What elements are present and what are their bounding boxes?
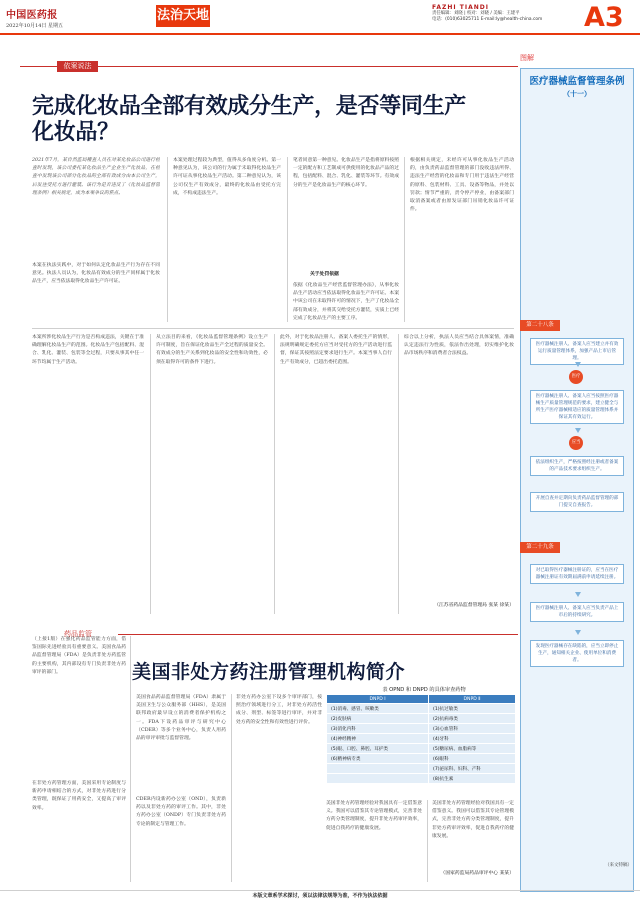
column-divider [398, 334, 399, 614]
infographic-title-text: 医疗器械监督管理条例 [529, 76, 625, 87]
table-cell: (1)抗过敏类 [429, 704, 516, 714]
table-cell [327, 764, 429, 774]
section-rule [32, 328, 514, 329]
table-header: DNPD Ⅰ [327, 695, 429, 704]
table-row [327, 734, 516, 744]
article1-paragraph: 笔者同意第一种意见。化妆品生产是指将原料按照一定的配方和工艺制成可供使用的化妆品产品的过程，包括配料、混合、乳化、灌装等环节。有效成分的生产是化妆品生产的核心环节。 [293, 158, 399, 188]
article1-lead: 2021年7月，某自然监局稽查人员在对某化妆品公司进行检查时发现，该公司委托某化妆品生产企业生产化妆品，在检查中发现该公司部分化妆品的全部有效成分由本公司生产，后发往受托方进行灌装。该行为是否违反了《化妆品监督管理条例》相关规定，成为本案争议的焦点。 [32, 158, 160, 196]
table-cell [327, 774, 429, 784]
column-tag: 药品监管 [64, 630, 92, 638]
header-meta [432, 5, 542, 23]
article1-paragraph: 此外，对于化妆品注册人、备案人委托生产的情形，法规明确规定委托方应当对受托方的生产活动进行监督，保证其按照法定要求进行生产。本案当事人自行生产有效成分，已超出委托范围。 [280, 335, 392, 365]
ribbon-rule [20, 66, 57, 67]
infographic-title [526, 76, 628, 112]
article2-paragraph: 美国食品药品监督管理局（FDA）隶属于美国卫生与公众服务部（HHS），是美国联邦政府最早设立的消费者保护机构之一。FDA下设药品审评与研究中心（CDER）等多个业务中心，负责人用药品的审评审批与监督管理。 [136, 695, 226, 742]
section-title: 法治天地 [156, 5, 210, 27]
column-divider [130, 636, 131, 882]
article1-author: （江苏省药品监督管理局 张某 徐某） [434, 603, 514, 608]
table-row [327, 714, 516, 724]
table-cell: (5)糖尿病、血脂病等 [429, 744, 516, 754]
issue-date: 2022年10月14日 星期五 [6, 23, 64, 29]
infographic-subtitle: （十一） [563, 90, 591, 98]
table-cell: (1)消毒、感冒、咳嗽类 [327, 704, 429, 714]
paper-logo: 中国医药报 [6, 10, 58, 21]
table-row [327, 754, 516, 764]
footer-rule [0, 890, 640, 891]
table-row [327, 764, 516, 774]
flow-bubble: 应当 [569, 436, 583, 450]
table-cell: (6)精神病专类 [327, 754, 429, 764]
column-divider [427, 800, 428, 882]
article2-paragraph: （上接1版）在强化药品监管能力方面，借鉴国际先进经验具有重要意义。美国食品药品监督管理局（FDA）是负责非处方药监管的主要机构，其内部设有专门负责非处方药审评的部门。 [32, 637, 126, 675]
column-divider [150, 334, 151, 614]
table-header-row [327, 695, 516, 704]
table-header: DNPD Ⅱ [429, 695, 516, 704]
table-caption: 表 OPND 和 DNPD 的具体审查药物 [382, 687, 466, 693]
arrow-down-icon [575, 630, 581, 635]
column-divider [167, 157, 168, 322]
infographic-panel [520, 68, 634, 892]
table-cell: (4)神经精神 [327, 734, 429, 744]
sidebar-tag: 图解 [520, 54, 534, 62]
step-label: 第二十八条 [520, 320, 560, 331]
tag-rule [118, 634, 518, 635]
step-label: 第二十九条 [520, 542, 560, 553]
arrow-down-icon [575, 362, 581, 367]
flow-card: 开展自查并定期向负责药品监督管理的部门提交自查报告。 [530, 492, 624, 512]
article1-paragraph: 综合以上分析，执法人员应当结合具体案情，准确认定违法行为性质，依法作出处理，切实维护化妆品市场秩序和消费者合法权益。 [404, 335, 514, 357]
table-cell: (6)眼科 [429, 754, 516, 764]
table-cell: (3)心血管科 [429, 724, 516, 734]
ribbon-rule [98, 66, 518, 67]
article1-subhead: 关于处罚依据 [310, 271, 339, 277]
flow-bubble: 医疗 [569, 370, 583, 384]
flow-card: 医疗器械注册人、备案人应当建立并有效运行质量管理体系，加强产品上市后管理。 [530, 338, 624, 365]
table-cell: (2)皮肤病 [327, 714, 429, 724]
masthead [0, 0, 640, 34]
column-divider [231, 694, 232, 882]
table-row [327, 724, 516, 734]
flow-card: 发现医疗器械存在缺陷的，应当立即停止生产，通知相关企业、使用单位和消费者。 [530, 640, 624, 667]
table-cell: (2)抗病毒类 [429, 714, 516, 724]
flow-card: 依法组织生产，严格按照经注册或者备案的产品技术要求组织生产。 [530, 456, 624, 476]
table-row [327, 744, 516, 754]
article2-paragraph: 非处方药办公室下设多个审评部门，按照治疗领域进行分工，对非处方药活性成分、剂型、标签等进行审评，并对非处方药的安全性和有效性进行评价。 [236, 695, 322, 725]
article2-paragraph: 美国非处方药管理经验对我国具有一定借鉴意义。我国可以借鉴其专论管理模式，完善非处方药分类管理制度，提升非处方药审评效率，促进自我药疗的健康发展。 [432, 801, 514, 839]
article2-paragraph: 在非处方药管理方面，美国采用专论制度与新药申请相结合的方式，对非处方药进行分类管理，既保证了用药安全，又提高了审评效率。 [32, 781, 126, 811]
flow-card: 对已取得医疗器械注册证的，应当在医疗器械注册证有效期届满前申请延续注册。 [530, 564, 624, 584]
flow-card: 医疗器械注册人、备案人应当负责产品上市后的持续研究。 [530, 602, 624, 622]
arrow-down-icon [575, 428, 581, 433]
contact-line: 电话：(010)63025711 E-mail:ly@health-china.com [432, 17, 543, 22]
table-cell: (7)泌尿科、妇科、产科 [429, 764, 516, 774]
sidebar-credit: （来文特稿） [605, 863, 632, 868]
article2-paragraph: CDER内设新药办公室（OND），负责新药以及非处方药的审评工作。其中，非处方药办公室（ONDP）专门负责非处方药专论的制定与管理工作。 [136, 797, 226, 827]
column-divider [287, 157, 288, 322]
article1-paragraph: 依据《化妆品生产经营监督管理办法》，从事化妆品生产活动应当依法取得化妆品生产许可证。本案中该公司在未取得许可的情况下，生产了化妆品全部有效成分，并将其交给受托方灌装，实质上已经完成了化妆品生产的主要工序。 [293, 283, 399, 321]
page-footer: 本版文章系学术探讨，须以法律法规等为准，不作为执法依据 [252, 893, 388, 899]
infographic-sidebar [520, 52, 634, 892]
opdp-table [326, 694, 516, 784]
table-cell: (8)抗生素 [429, 774, 516, 784]
table-cell: (3)消化内科 [327, 724, 429, 734]
editor-line: 责任编辑：刘晓 | 校对：刘晓 / 美编：王建平 [432, 11, 520, 16]
table-cell: (5)眼、口腔、鼻腔、耳护类 [327, 744, 429, 754]
article2-paragraph: 美国非处方药管理经验对我国具有一定借鉴意义。我国可以借鉴其专论管理模式，完善非处方药分类管理制度，提升非处方药审评效率，促进自我药疗的健康发展。 [326, 801, 422, 831]
article1-paragraph: 从立法目的来看，《化妆品监督管理条例》设立生产许可制度，旨在保证化妆品生产全过程的质量安全。有效成分的生产关系到化妆品的安全性和功效性，必须在取得许可的条件下进行。 [156, 335, 268, 365]
article1-paragraph: 根据相关规定，未经许可从事化妆品生产活动的，由负责药品监督管理的部门没收违法所得、违法生产经营的化妆品和专门用于违法生产经营的原料、包装材料、工具、设备等物品，并处以罚款；情节严重的，责令停产停业，由备案部门取消备案或者由原发证部门吊销化妆品许可证件。 [410, 158, 514, 213]
masthead-rule [0, 33, 640, 35]
page-number: A3 [584, 2, 624, 33]
article1-paragraph: 本案处理过程较为典型，值得从多角度分析。第一种意见认为，该公司的行为属于未取得化妆品生产许可证从事化妆品生产活动。第二种意见认为，该公司仅生产有效成分，最终的化妆品由受托方完成，不构成违法生产。 [173, 158, 281, 196]
flow-card: 医疗器械注册人、备案人应当按照医疗器械生产质量管理规范的要求，建立健全与所生产医疗器械相适应的质量管理体系并保证其有效运行。 [530, 390, 624, 424]
table-row [327, 704, 516, 714]
column-ribbon: 依案说法 [57, 61, 98, 72]
article2-author: （国家药监局药品审评中心 某某） [440, 871, 514, 876]
article1-paragraph: 本案所涉化妆品生产行为是否构成违法，关键在于准确理解化妆品生产的范围。化妆品生产包括配料、混合、乳化、灌装、包装等全过程，只要从事其中任一环节均属于生产活动。 [32, 335, 144, 365]
article1-paragraph: 本案在执法实践中，对于如何认定化妆品生产行为存在不同意见。执法人员认为，化妆品有效成分的生产同样属于化妆品生产，应当依法取得化妆品生产许可证。 [32, 263, 160, 285]
section-brand: FAZHI TIANDI [432, 4, 489, 11]
arrow-down-icon [575, 592, 581, 597]
column-divider [404, 157, 405, 322]
table-row [327, 774, 516, 784]
column-divider [274, 334, 275, 614]
article2-headline: 美国非处方药注册管理机构简介 [132, 661, 406, 683]
article1-headline: 完成化妆品全部有效成分生产，是否等同生产化妆品？ [32, 93, 467, 145]
table-cell: (4)牙科 [429, 734, 516, 744]
